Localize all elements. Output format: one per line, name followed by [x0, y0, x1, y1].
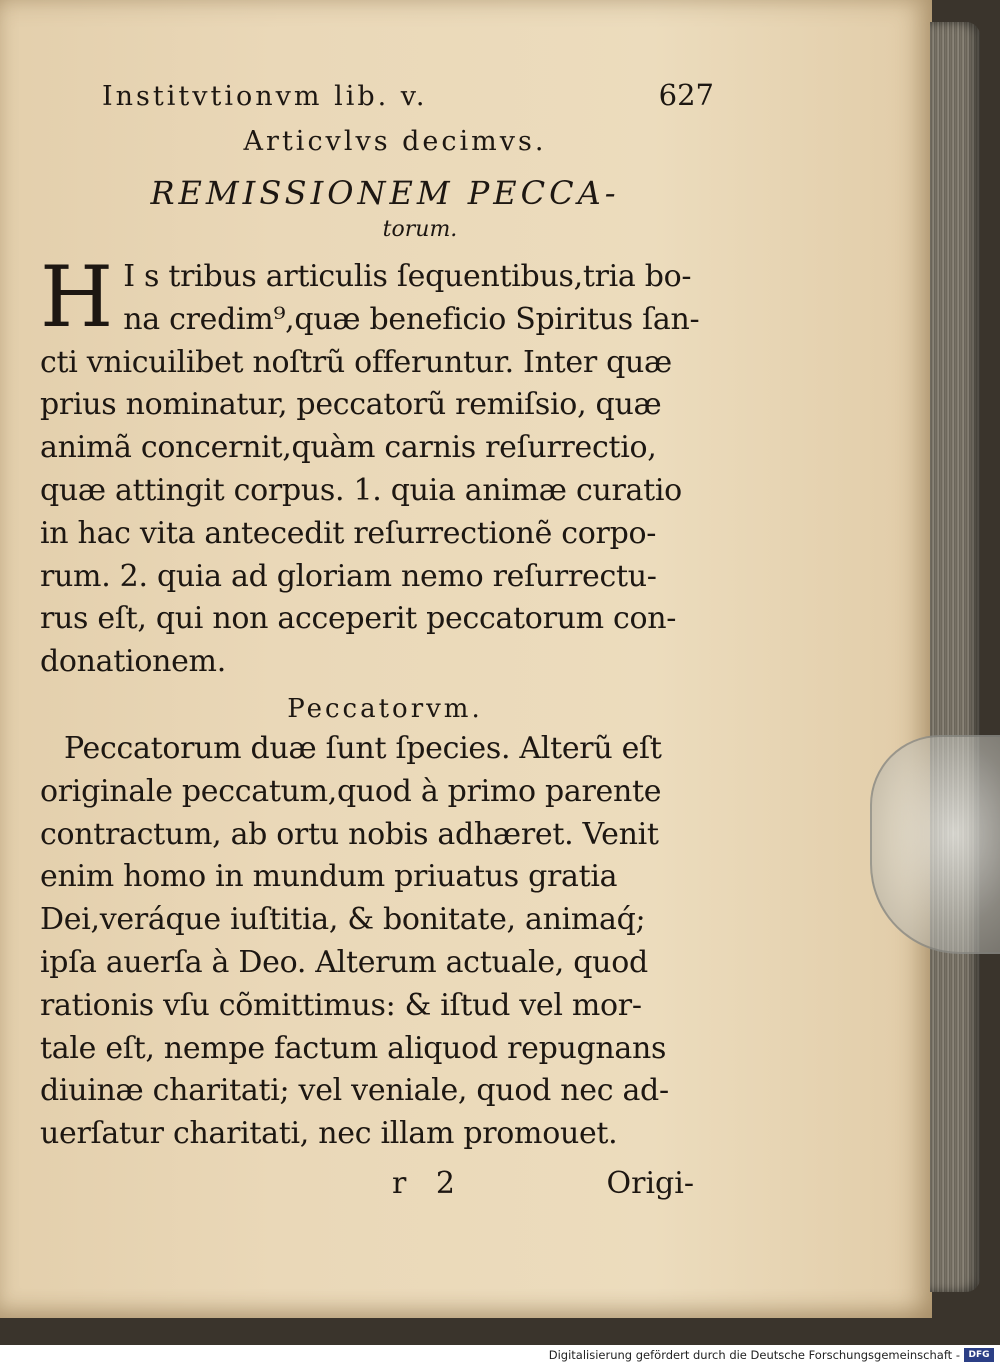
subheading: Peccatorvm. [287, 693, 483, 724]
glass-page-weight [870, 735, 1000, 954]
dfg-logo-icon: DFG [964, 1348, 994, 1362]
running-head-title: Institvtionvm lib. v. [102, 81, 428, 112]
text-line: animã concernit,quàm carnis reſurrectio, [40, 430, 657, 466]
text-line: quæ attingit corpus. 1. quia animæ curatio [40, 472, 682, 508]
text-line: originale peccatum,quod à primo parente [40, 773, 662, 809]
text-line: cti vnicuilibet noſtrũ offeruntur. Inter quæ [40, 344, 672, 380]
book-page-edges [930, 22, 980, 1292]
text-line: Dei,veráque iuſtitia, & bonitate, animaq́; [40, 902, 646, 938]
section-title: REMISSIONEM PECCA- [150, 174, 620, 212]
funding-credit: Digitalisierung gefördert durch die Deutsche Forschungsgemeinschaft - [548, 1348, 960, 1362]
text-line: Peccatorum duæ ſunt ſpecies. Alterũ eſt [64, 730, 662, 766]
section-title-continuation: torum. [382, 217, 458, 242]
text-line: ipſa auerſa à Deo. Alterum actuale, quod [40, 944, 648, 980]
text-line: tale eſt, nempe factum aliquod repugnans [40, 1030, 667, 1066]
text-line: enim homo in mundum priuatus gratia [40, 859, 618, 895]
text-line: diuinæ charitati; vel veniale, quod nec ad- [40, 1073, 669, 1109]
catchword: Origi- [606, 1165, 694, 1201]
paragraph-peccatorum [40, 728, 730, 1156]
text-line: donationem. [40, 644, 226, 680]
text-line: prius nominatur, peccatorũ remiſsio, quæ [40, 387, 662, 423]
text-line: in hac vita antecedit reſurrectionẽ corpo- [40, 515, 657, 551]
text-line: I s tribus articulis ſequentibus,tria bo- [123, 259, 692, 294]
credit-bar [0, 1345, 1000, 1366]
running-head [102, 78, 714, 112]
page-footer [40, 1166, 694, 1201]
text-line: uerſatur charitati, nec illam promouet. [40, 1116, 618, 1152]
page-number: 627 [658, 78, 714, 112]
text-line: rum. 2. quia ad gloriam nemo reſurrectu- [40, 558, 657, 594]
page-text [40, 78, 730, 1201]
text-line: contractum, ab ortu nobis adhæret. Venit [40, 816, 659, 852]
signature-mark: r 2 [392, 1165, 465, 1201]
text-line: rus eſt, qui non acceperit peccatorum con- [40, 601, 677, 637]
text-line: rationis vſu cõmittimus: & iſtud vel mor- [40, 987, 642, 1023]
text-line: na credim⁹,quæ beneficio Spiritus ſan- [123, 301, 700, 337]
drop-cap: H [40, 248, 114, 346]
article-title: Articvlvs decimvs. [243, 126, 547, 157]
paragraph-remission [40, 248, 730, 684]
